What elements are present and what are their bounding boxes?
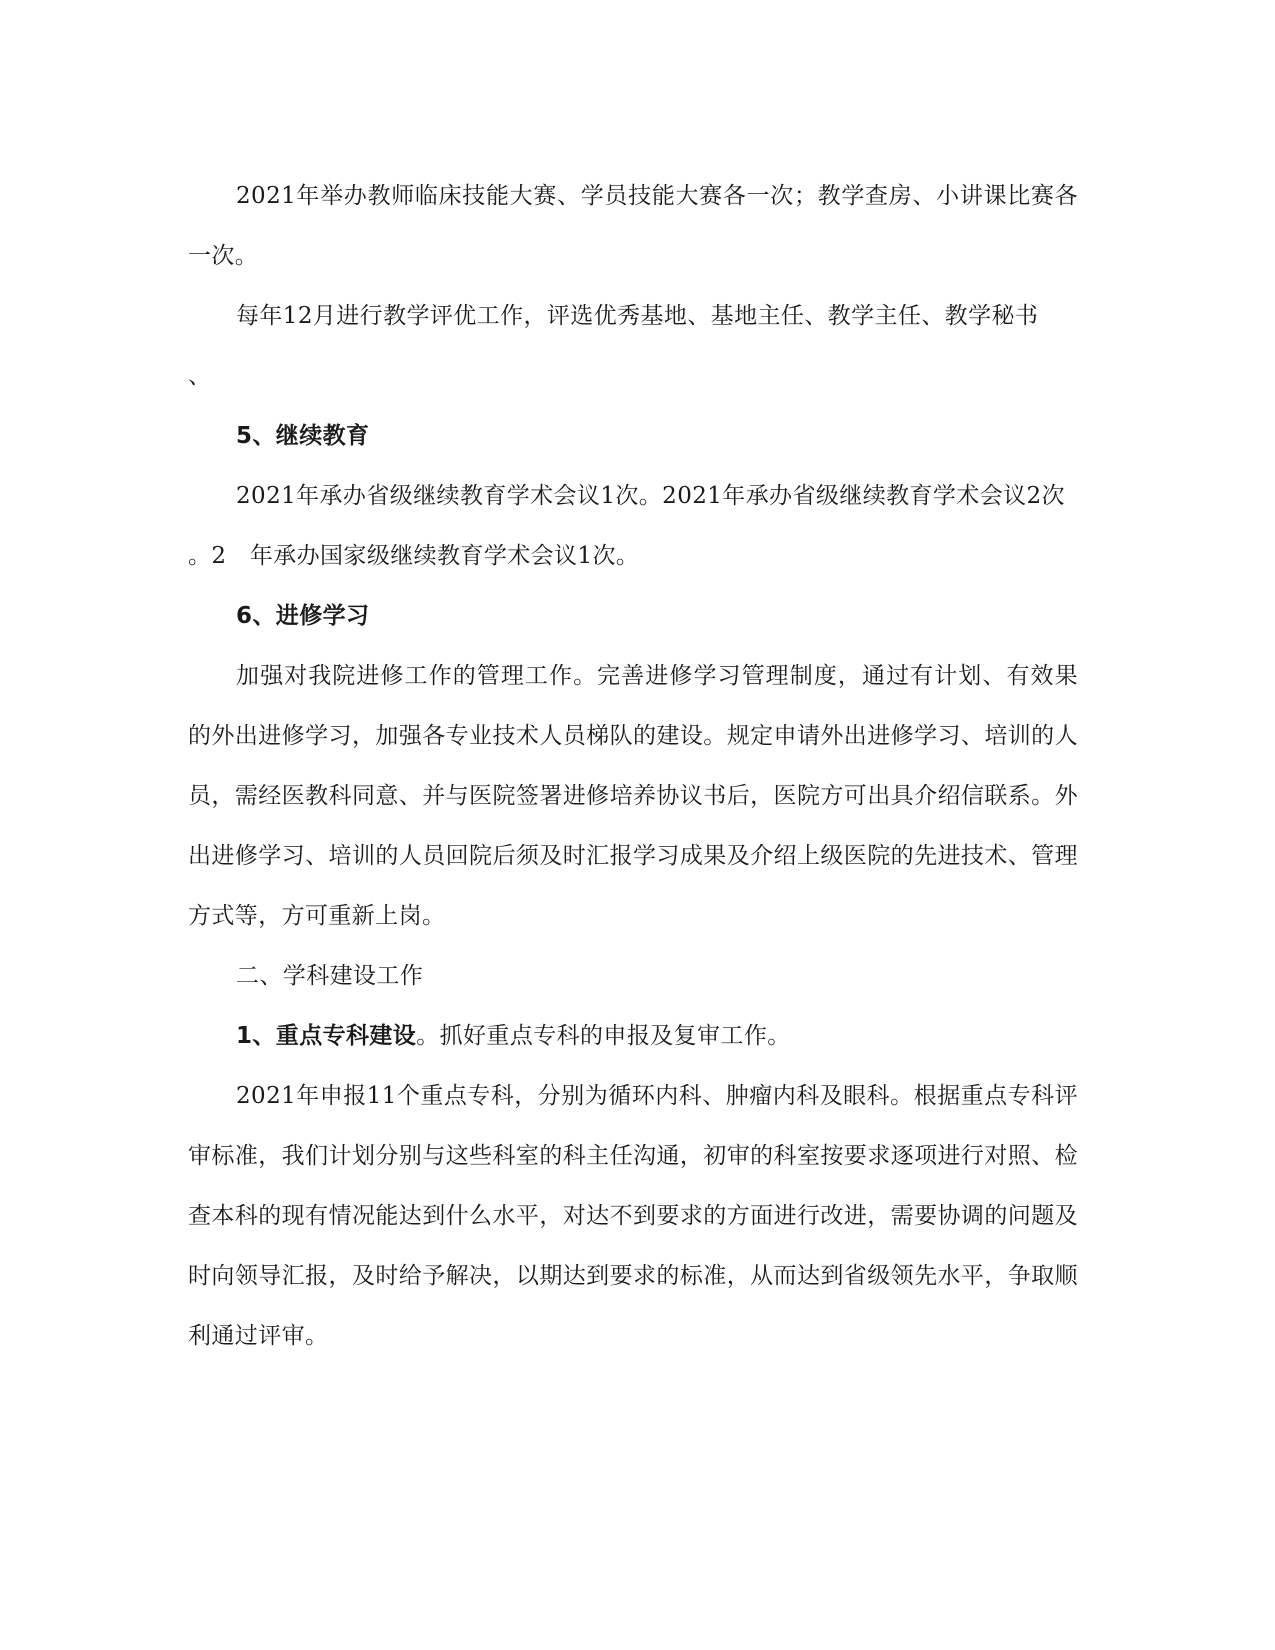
item-key-specialty-text: 。抓好重点专科的申报及复审工作。	[416, 1023, 791, 1049]
item-key-specialty	[188, 1006, 1078, 1066]
paragraph-competitions: 2021年举办教师临床技能大赛、学员技能大赛各一次；教学查房、小讲课比赛各一次。	[188, 183, 1078, 269]
document-body	[188, 166, 1078, 1366]
paragraph-teaching-awards-continuation: 、	[188, 363, 212, 389]
item-key-specialty-title: 1、重点专科建设	[236, 1023, 417, 1049]
section-heading-advanced-study: 6、进修学习	[236, 603, 370, 629]
section-title-discipline-construction: 二、学科建设工作	[236, 963, 424, 989]
paragraph-key-specialty-plan: 2021年申报11个重点专科，分别为循环内科、肿瘤内科及眼科。根据重点专科评审标准，我们计划分别与这些科室的科主任沟通，初审的科室按要求逐项进行对照、检查本科的现有情况能达到什么水平，对达不到要求的方面进行改进，需要协调的问题及时向领导汇报，及时给予解决，以期达到要求的标准，从而达到省级领先水平，争取顺利通过评审。	[188, 1083, 1078, 1349]
paragraph-advanced-study: 加强对我院进修工作的管理工作。完善进修学习管理制度，通过有计划、有效果的外出进修学习，加强各专业技术人员梯队的建设。规定申请外出进修学习、培训的人员，需经医教科同意、并与医院签署进修培养协议书后，医院方可出具介绍信联系。外出进修学习、培训的人员回院后须及时汇报学习成果及介绍上级医院的先进技术、管理方式等，方可重新上岗。	[188, 663, 1078, 929]
paragraph-continuing-education-continuation: 。2 年承办国家级继续教育学术会议1次。	[188, 543, 640, 569]
section-heading-continuing-education: 5、继续教育	[236, 423, 370, 449]
paragraph-continuing-education: 2021年承办省级继续教育学术会议1次。2021年承办省级继续教育学术会议2次	[236, 483, 1065, 509]
paragraph-teaching-awards: 每年12月进行教学评优工作，评选优秀基地、基地主任、教学主任、教学秘书	[236, 303, 1039, 329]
